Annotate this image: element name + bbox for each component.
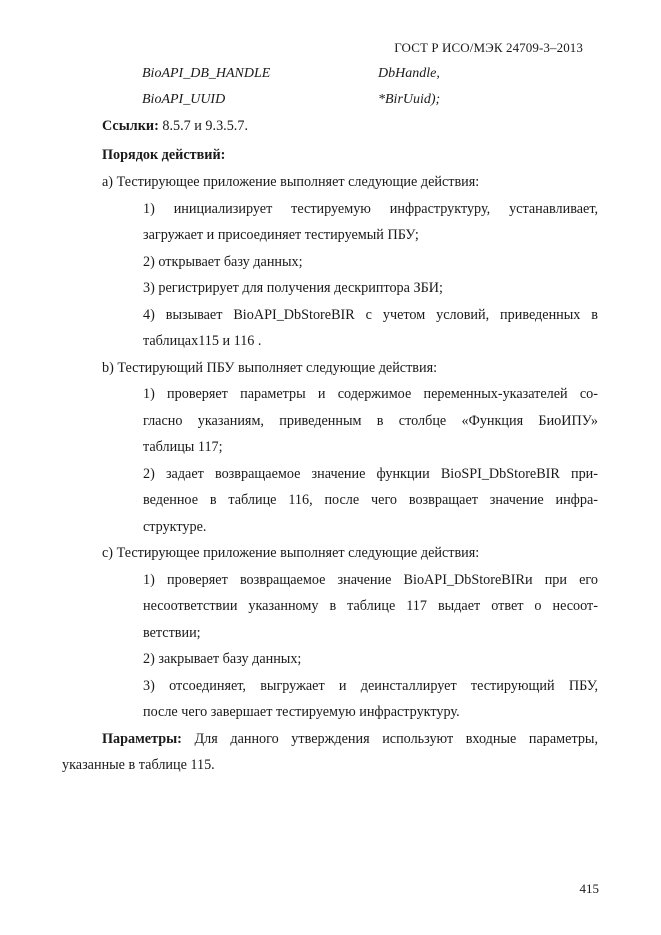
parameters-label: Параметры:	[102, 731, 182, 747]
param-value: *BirUuid);	[378, 92, 441, 107]
step-b-item-1: 1) проверяет параметры и содержимое переменных-указателей со-	[143, 386, 598, 402]
step-a-item-1: 1) инициализирует тестируемую инфраструктуру, устанавливает,	[143, 201, 598, 217]
procedure-heading-text: Порядок действий:	[102, 147, 226, 163]
step-b-item-2-cont: веденное в таблице 116, после чего возвращает значение инфра-	[143, 492, 598, 508]
references-label: Ссылки:	[102, 118, 159, 134]
procedure-heading	[102, 146, 225, 164]
step-a-item-2: 2) открывает базу данных;	[143, 254, 303, 270]
step-c-item-3: 3) отсоединяет, выгружает и деинсталлирует тестирующий ПБУ,	[143, 678, 598, 694]
step-a-item-4: 4) вызывает BioAPI_DbStoreBIR с учетом условий, приведенных в	[143, 307, 598, 323]
references-text: 8.5.7 и 9.3.5.7.	[158, 118, 248, 134]
step-c-item-2: 2) закрывает базу данных;	[143, 651, 302, 667]
step-a-intro: а) Тестирующее приложение выполняет следующие действия:	[102, 174, 480, 190]
parameters-paragraph-cont: указанные в таблице 115.	[62, 757, 215, 773]
step-a-item-1-cont: загружает и присоединяет тестируемый ПБУ;	[143, 227, 419, 243]
page-number: 415	[579, 881, 599, 896]
step-a-item-4-cont: таблицах115 и 116 .	[143, 333, 262, 349]
standard-header: ГОСТ Р ИСО/МЭК 24709-3–2013	[394, 40, 583, 55]
step-c-intro: с) Тестирующее приложение выполняет следующие действия:	[102, 545, 480, 561]
param-row	[142, 92, 440, 108]
param-name: BioAPI_UUID	[142, 92, 226, 107]
parameters-paragraph	[102, 730, 598, 748]
parameters-text: Для данного утверждения используют входные параметры,	[181, 731, 598, 747]
step-c-item-1: 1) проверяет возвращаемое значение BioAPI_DbStoreBIRи при его	[143, 572, 598, 588]
param-name: BioAPI_DB_HANDLE	[142, 66, 271, 81]
param-row	[142, 66, 440, 82]
step-b-item-1-end: таблицы 117;	[143, 439, 223, 455]
step-c-item-1-end: ветствии;	[143, 625, 201, 641]
step-b-intro: b) Тестирующий ПБУ выполняет следующие действия:	[102, 360, 438, 376]
step-a-item-3: 3) регистрирует для получения дескриптора ЗБИ;	[143, 280, 443, 296]
step-c-item-1-cont: несоответствии указанному в таблице 117 выдает ответ о несоот-	[143, 598, 598, 614]
references	[102, 117, 248, 135]
step-b-item-2-end: структуре.	[143, 519, 207, 535]
step-b-item-2: 2) задает возвращаемое значение функции BioSPI_DbStoreBIR при-	[143, 466, 598, 482]
step-b-item-1-cont: гласно указаниям, приведенным в столбце «Функция БиоИПУ»	[143, 413, 598, 429]
step-c-item-3-cont: после чего завершает тестируемую инфраструктуру.	[143, 704, 460, 720]
param-value: DbHandle,	[378, 66, 440, 81]
